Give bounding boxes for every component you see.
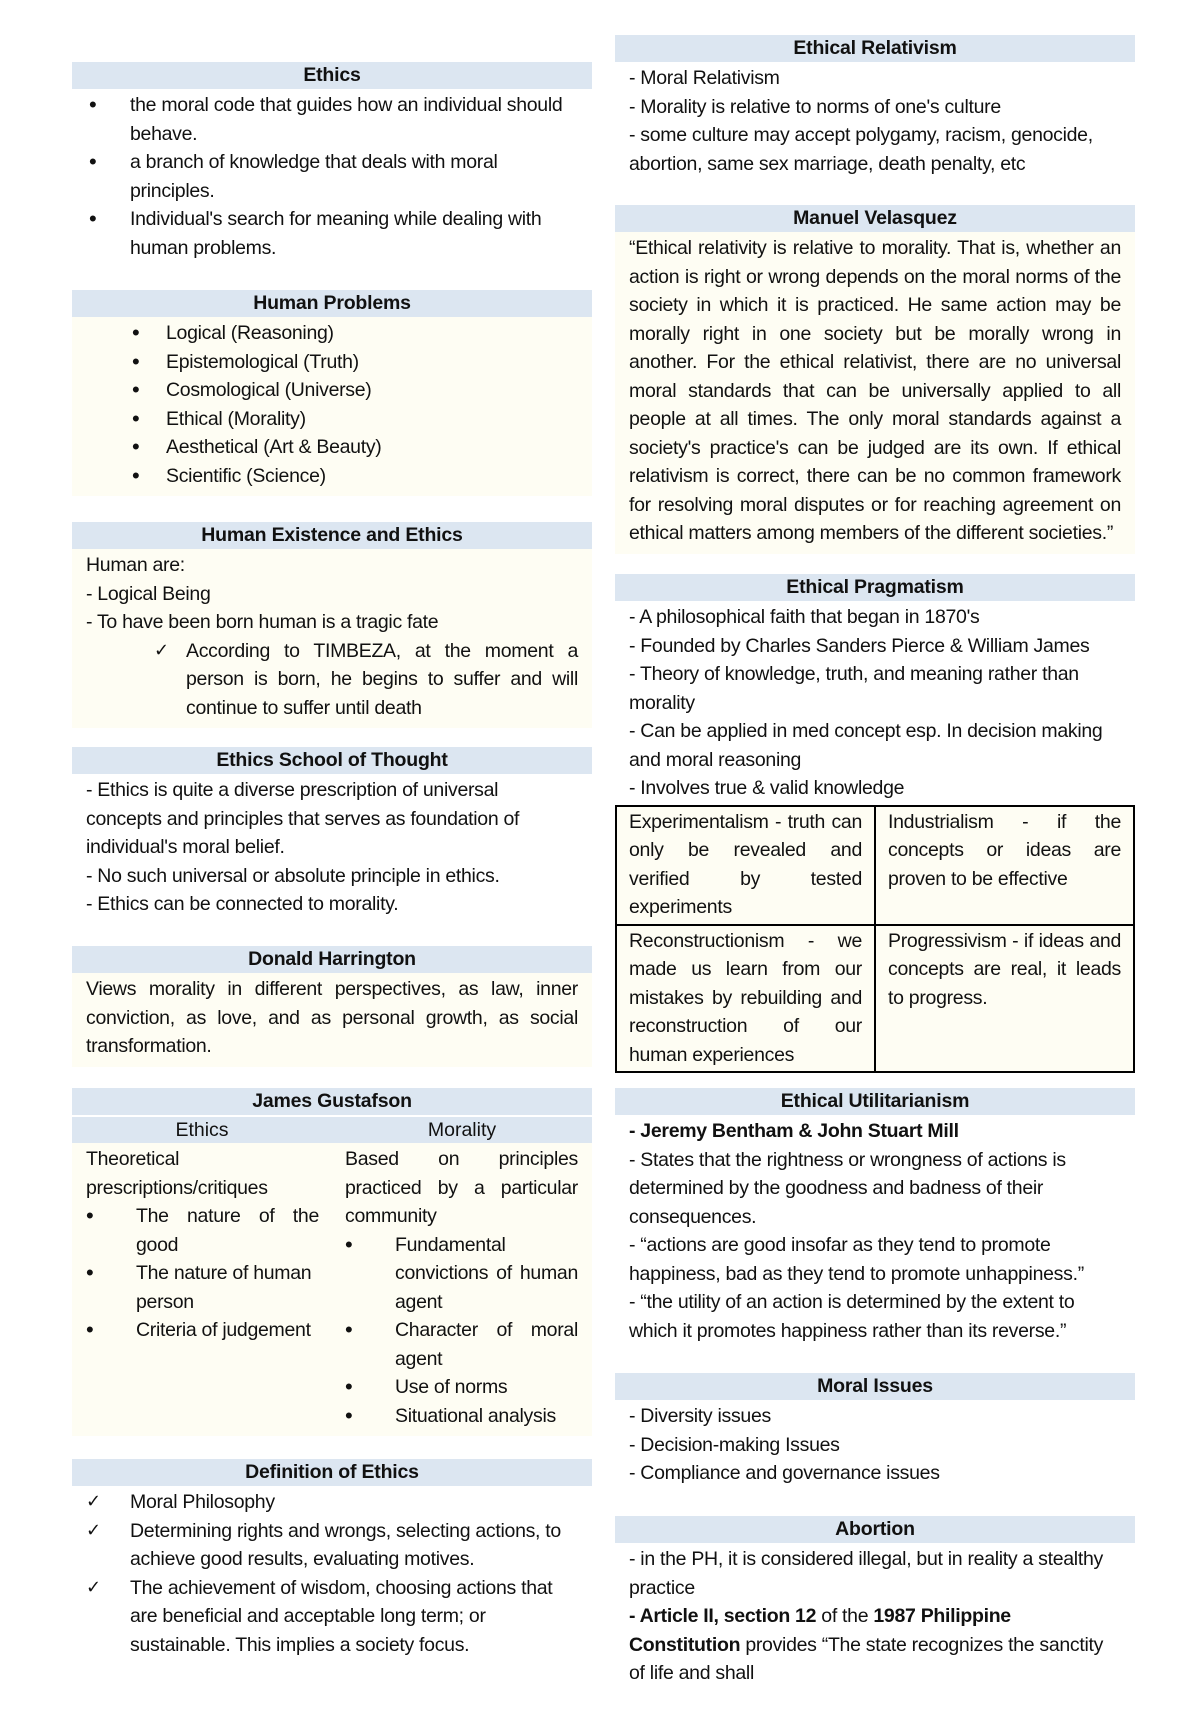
text-line: - in the PH, it is considered illegal, but in reality a stealthy practice bbox=[629, 1548, 1103, 1599]
section-title: Donald Harrington bbox=[72, 946, 592, 973]
check-item: ✓ The achievement of wisdom, choosing actions that are beneficial and acceptable long term; or sustainable. This implies a society focus. bbox=[80, 1574, 578, 1660]
list-item: • the moral code that guides how an individual should behave. bbox=[80, 91, 578, 148]
section-human-existence bbox=[72, 522, 592, 728]
text-span: of the bbox=[816, 1605, 874, 1627]
section-body bbox=[615, 62, 1135, 184]
section-title: Human Existence and Ethics bbox=[72, 522, 592, 549]
section-body: “Ethical relativity is relative to morality. That is, whether an action is right or wrong depends on the moral norms of the society in which it is practiced. He same action may be morally right in one society but be morally wrong in another. For the ethical relativist, there are no universal moral standards that can be universally applied to all people at all times. The only moral standards against a society's practice's can be judged are its own. If ethical relativism is correct, there can be no common framework for resolving moral disputes or for reaching agreement on ethical matters among members of the different societies.” bbox=[615, 232, 1135, 554]
section-body bbox=[615, 1543, 1135, 1694]
table-cell: Reconstructionism - we made us learn from our mistakes by rebuilding and reconstruction of our human experiences bbox=[616, 925, 875, 1073]
list-item: • Logical (Reasoning) bbox=[80, 319, 578, 348]
text-line: - “the utility of an action is determined by the extent to which it promotes happiness rather than its reverse.” bbox=[629, 1291, 1075, 1342]
section-gustafson bbox=[72, 1088, 592, 1436]
section-body bbox=[615, 601, 1135, 803]
text-line: - States that the rightness or wrongness of actions is determined by the goodness and badness of their consequences. bbox=[629, 1148, 1066, 1228]
text-line: - “actions are good insofar as they tend to promote happiness, bad as they tend to promote unhappiness.” bbox=[629, 1234, 1084, 1285]
bold-text: - Article II, section 12 bbox=[629, 1605, 817, 1627]
section-body bbox=[72, 549, 592, 728]
text-line: - Ethics is quite a diverse prescription of universal concepts and principles that serves as foundation of individual's moral belief. bbox=[86, 779, 520, 858]
ethics-column bbox=[86, 1145, 345, 1430]
text-span: provides “The state recognizes the sanctity of life and shall bbox=[629, 1633, 1104, 1684]
bold-line: - Jeremy Bentham & John Stuart Mill bbox=[629, 1120, 959, 1142]
list-item: • Criteria of judgement bbox=[86, 1316, 319, 1345]
check-item: ✓ Moral Philosophy bbox=[80, 1488, 578, 1517]
section-pragmatism bbox=[615, 574, 1135, 1073]
list-item: • Individual's search for meaning while dealing with human problems. bbox=[80, 205, 578, 262]
section-title: James Gustafson bbox=[72, 1088, 592, 1115]
list-item: • Situational analysis bbox=[345, 1402, 578, 1431]
pragmatism-table bbox=[615, 805, 1135, 1074]
section-utilitarianism bbox=[615, 1088, 1135, 1351]
list-item: • Cosmological (Universe) bbox=[80, 376, 578, 405]
text-line: - Founded by Charles Sanders Pierce & William James bbox=[629, 634, 1090, 657]
section-title: Ethical Relativism bbox=[615, 35, 1135, 62]
column-text: Based on principles practiced by a particular community bbox=[345, 1148, 578, 1227]
text-line: - Morality is relative to norms of one's culture bbox=[629, 95, 1001, 118]
section-relativism bbox=[615, 35, 1135, 184]
table-cell: Experimentalism - truth can only be revealed and verified by tested experiments bbox=[616, 806, 875, 925]
table-cell: Progressivism - if ideas and concepts are real, it leads to progress. bbox=[875, 925, 1134, 1073]
column-headers bbox=[72, 1117, 592, 1143]
definition-list bbox=[80, 1488, 578, 1659]
section-title: Manuel Velasquez bbox=[615, 205, 1135, 232]
section-body bbox=[72, 774, 592, 925]
text-line: - some culture may accept polygamy, racism, genocide, abortion, same sex marriage, death penalty, etc bbox=[629, 124, 1093, 175]
list-item: • Scientific (Science) bbox=[80, 462, 578, 491]
section-human-problems bbox=[72, 290, 592, 496]
list-item: • Epistemological (Truth) bbox=[80, 348, 578, 377]
section-harrington bbox=[72, 946, 592, 1067]
text-line: - Compliance and governance issues bbox=[629, 1462, 940, 1484]
section-title: Abortion bbox=[615, 1516, 1135, 1543]
section-body: Views morality in different perspectives, as law, inner conviction, as love, and as personal growth, as social transformation. bbox=[72, 973, 592, 1067]
list-item: • The nature of human person bbox=[86, 1259, 319, 1316]
ethics-list bbox=[86, 1202, 319, 1345]
bold-text: 1987 Philippine Constitution bbox=[629, 1605, 1011, 1656]
column-header-morality: Morality bbox=[427, 1119, 497, 1141]
column-text: Theoretical prescriptions/critiques bbox=[86, 1148, 268, 1199]
section-title: Human Problems bbox=[72, 290, 592, 317]
text-line: - Decision-making Issues bbox=[629, 1433, 840, 1456]
table-row bbox=[616, 925, 1134, 1073]
section-title: Moral Issues bbox=[615, 1373, 1135, 1400]
text-line: - Diversity issues bbox=[629, 1405, 771, 1427]
section-body bbox=[72, 1486, 592, 1665]
check-item: ✓ Determining rights and wrongs, selecting actions, to achieve good results, evaluating motives. bbox=[80, 1517, 578, 1574]
text-line bbox=[629, 1602, 1121, 1688]
check-list bbox=[86, 637, 578, 723]
section-abortion bbox=[615, 1516, 1135, 1694]
text-line: - Logical Being bbox=[86, 582, 211, 605]
human-problems-list bbox=[80, 319, 578, 490]
text-line: - Can be applied in med concept esp. In decision making and moral reasoning bbox=[629, 720, 1103, 771]
comparison-columns bbox=[86, 1145, 578, 1430]
section-title: Ethical Utilitarianism bbox=[615, 1088, 1135, 1115]
column-header-ethics: Ethics bbox=[175, 1119, 229, 1141]
section-body bbox=[72, 1143, 592, 1436]
section-title: Ethical Pragmatism bbox=[615, 574, 1135, 601]
morality-list bbox=[345, 1231, 578, 1431]
list-item: • a branch of knowledge that deals with moral principles. bbox=[80, 148, 578, 205]
section-body bbox=[72, 317, 592, 496]
section-body bbox=[615, 1400, 1135, 1494]
section-moral-issues bbox=[615, 1373, 1135, 1494]
section-title: Definition of Ethics bbox=[72, 1459, 592, 1486]
section-school-of-thought bbox=[72, 747, 592, 925]
text-line: - Moral Relativism bbox=[629, 67, 780, 89]
list-item: • Ethical (Morality) bbox=[80, 405, 578, 434]
text-line: - Ethics can be connected to morality. bbox=[86, 893, 399, 915]
section-title: Ethics bbox=[72, 62, 592, 89]
list-item: • Aesthetical (Art & Beauty) bbox=[80, 433, 578, 462]
table-cell: Industrialism - if the concepts or ideas are proven to be effective bbox=[875, 806, 1134, 925]
text-line: - To have been born human is a tragic fate bbox=[86, 611, 439, 633]
list-item: • Fundamental convictions of human agent bbox=[345, 1231, 578, 1317]
section-definition bbox=[72, 1459, 592, 1665]
text-line: Human are: bbox=[86, 554, 185, 576]
section-velasquez bbox=[615, 205, 1135, 554]
check-item: ✓ According to TIMBEZA, at the moment a person is born, he begins to suffer and will continue to suffer until death bbox=[86, 637, 578, 723]
section-body bbox=[615, 1115, 1135, 1351]
section-ethics bbox=[72, 62, 592, 268]
text-line: - A philosophical faith that began in 1870's bbox=[629, 606, 980, 628]
section-title: Ethics School of Thought bbox=[72, 747, 592, 774]
section-body bbox=[72, 89, 592, 268]
text-line: - Involves true & valid knowledge bbox=[629, 777, 905, 799]
text-line: - No such universal or absolute principle in ethics. bbox=[86, 864, 500, 887]
list-item: • The nature of the good bbox=[86, 1202, 319, 1259]
ethics-list bbox=[80, 91, 578, 262]
list-item: • Use of norms bbox=[345, 1373, 578, 1402]
text-line: - Theory of knowledge, truth, and meaning rather than morality bbox=[629, 663, 1079, 714]
table-row bbox=[616, 806, 1134, 925]
morality-column bbox=[345, 1145, 578, 1430]
list-item: • Character of moral agent bbox=[345, 1316, 578, 1373]
